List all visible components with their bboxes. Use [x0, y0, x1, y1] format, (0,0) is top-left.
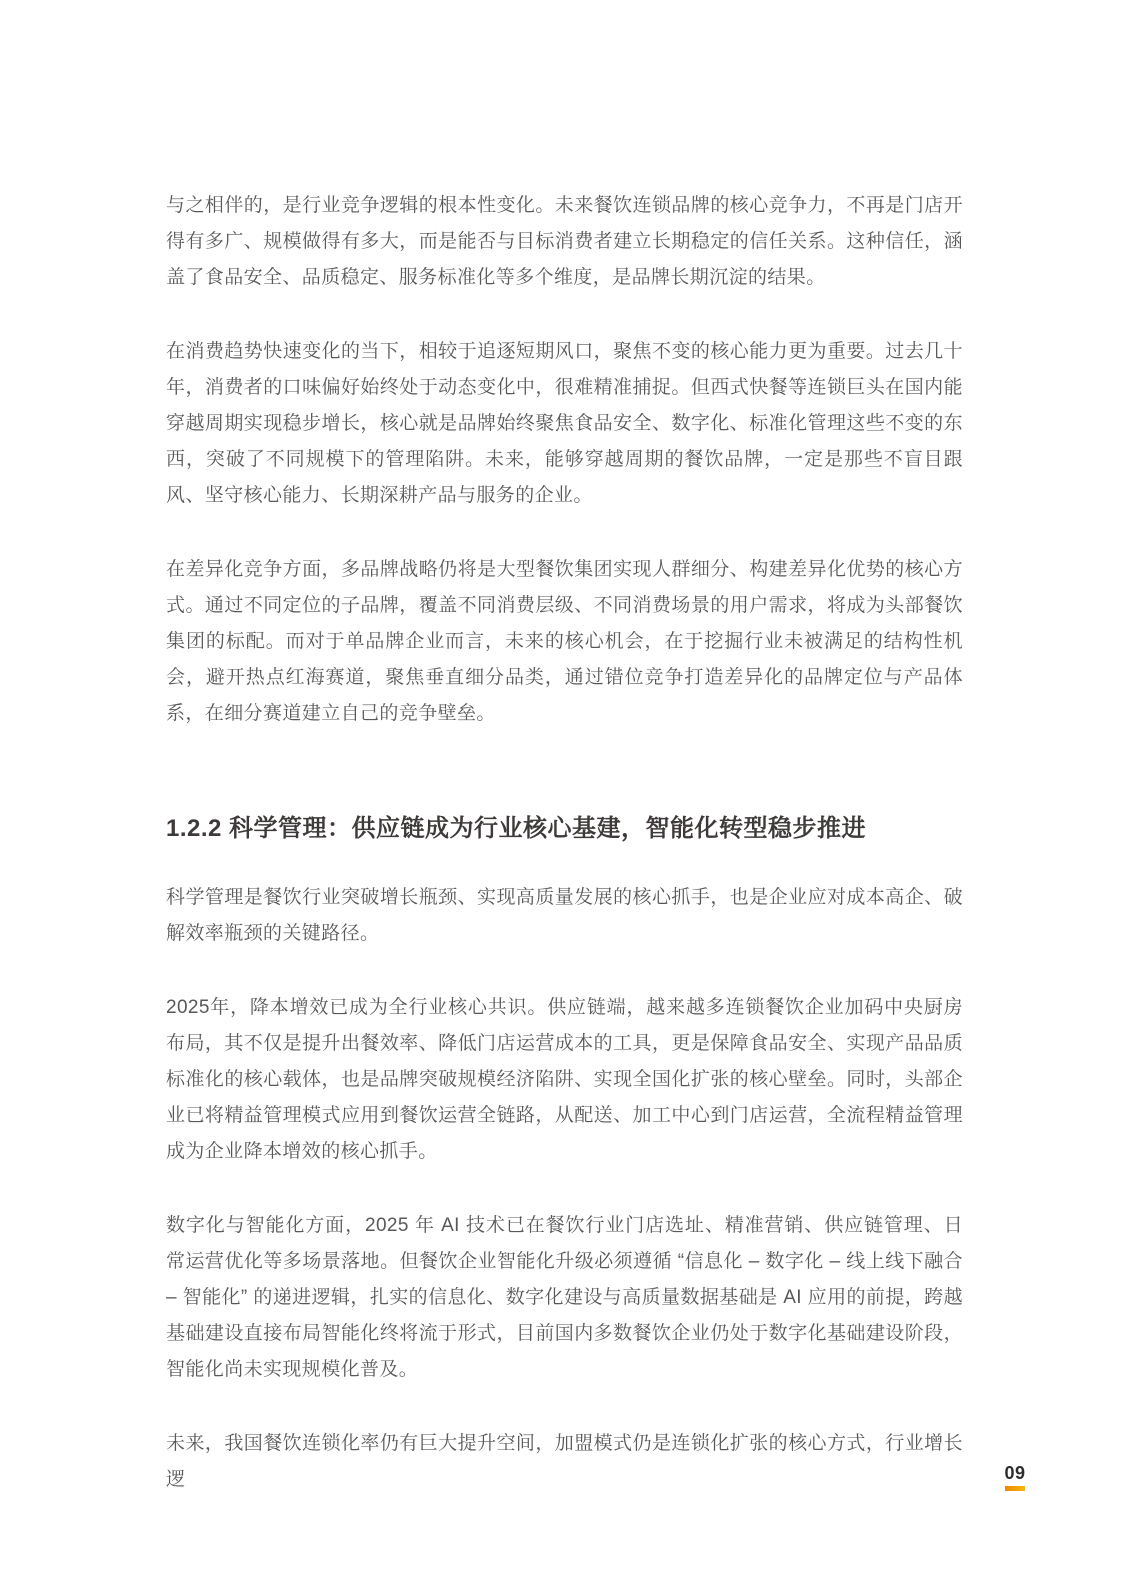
page-footer: [1004, 1463, 1026, 1491]
paragraph-intro-1: 与之相伴的，是行业竞争逻辑的根本性变化。未来餐饮连锁品牌的核心竞争力，不再是门店开得有多广、规模做得有多大，而是能否与目标消费者建立长期稳定的信任关系。这种信任，涵盖了食品安全、品质稳定、服务标准化等多个维度，是品牌长期沉淀的结果。: [166, 195, 963, 288]
paragraph-intro-3: 在差异化竞争方面，多品牌战略仍将是大型餐饮集团实现人群细分、构建差异化优势的核心方式。通过不同定位的子品牌，覆盖不同消费层级、不同消费场景的用户需求，将成为头部餐饮集团的标配。而对于单品牌企业而言，未来的核心机会，在于挖掘行业未被满足的结构性机会，避开热点红海赛道，聚焦垂直细分品类，通过错位竞争打造差异化的品牌定位与产品体系，在细分赛道建立自己的竞争壁垒。: [166, 559, 963, 724]
paragraph-section-3: 数字化与智能化方面，2025 年 AI 技术已在餐饮行业门店选址、精准营销、供应链管理、日常运营优化等多场景落地。但餐饮企业智能化升级必须遵循 “信息化 – 数字化 – 线上线下融合 – 智能化” 的递进逻辑，扎实的信息化、数字化建设与高质量数据基础是 AI 应用的前提，跨越基础建设直接布局智能化终将流于形式，目前国内多数餐饮企业仍处于数字化基础建设阶段，智能化尚未实现规模化普及。: [166, 1215, 963, 1380]
section-heading-1-2-2: 1.2.2 科学管理：供应链成为行业核心基建，智能化转型稳步推进: [166, 815, 867, 842]
page-number-accent-bar: [1005, 1486, 1025, 1491]
paragraph-section-1: 科学管理是餐饮行业突破增长瓶颈、实现高质量发展的核心抓手，也是企业应对成本高企、破解效率瓶颈的关键路径。: [166, 887, 963, 944]
page-number-text: 09: [1004, 1463, 1026, 1483]
paragraph-section-4: 未来，我国餐饮连锁化率仍有巨大提升空间，加盟模式仍是连锁化扩张的核心方式，行业增长逻: [166, 1433, 963, 1490]
paragraph-intro-2: 在消费趋势快速变化的当下，相较于追逐短期风口，聚焦不变的核心能力更为重要。过去几十年，消费者的口味偏好始终处于动态变化中，很难精准捕捉。但西式快餐等连锁巨头在国内能穿越周期实现稳步增长，核心就是品牌始终聚焦食品安全、数字化、标准化管理这些不变的东西，突破了不同规模下的管理陷阱。未来，能够穿越周期的餐饮品牌，一定是那些不盲目跟风、坚守核心能力、长期深耕产品与服务的企业。: [166, 341, 963, 506]
page-content: [166, 188, 963, 1498]
paragraph-section-2: 2025年，降本增效已成为全行业核心共识。供应链端，越来越多连锁餐饮企业加码中央厨房布局，其不仅是提升出餐效率、降低门店运营成本的工具，更是保障食品安全、实现产品品质标准化的核心载体，也是品牌突破规模经济陷阱、实现全国化扩张的核心壁垒。同时，头部企业已将精益管理模式应用到餐饮运营全链路，从配送、加工中心到门店运营，全流程精益管理成为企业降本增效的核心抓手。: [166, 997, 963, 1162]
